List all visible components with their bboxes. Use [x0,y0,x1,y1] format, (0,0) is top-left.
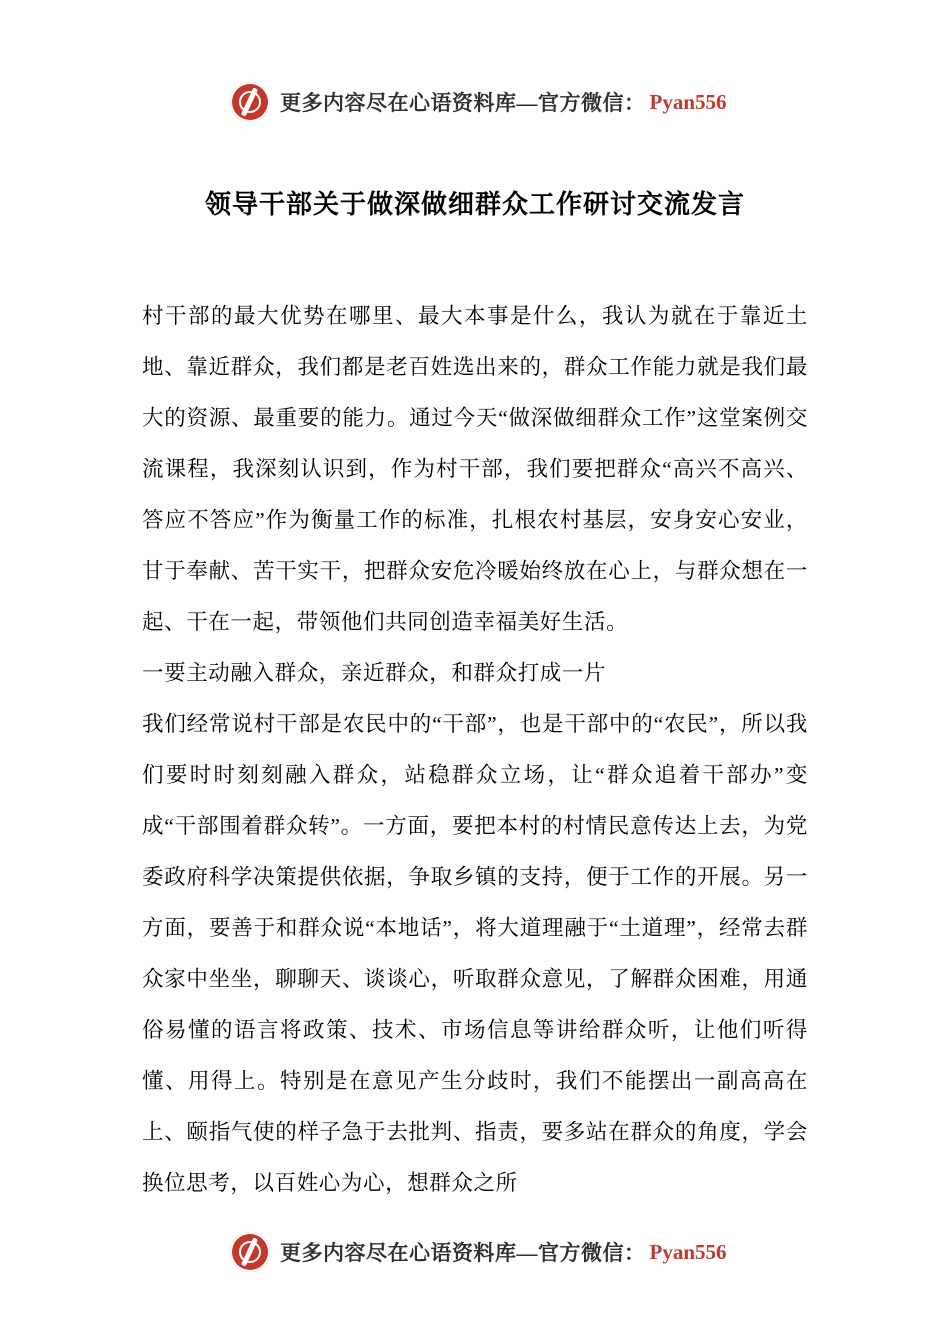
watermark-wechat-id: Pyan556 [649,1239,727,1264]
watermark-header [142,0,808,122]
watermark-footer [142,1232,808,1272]
watermark-wechat-id: Pyan556 [649,89,727,114]
watermark-text: 更多内容尽在心语资料库—官方微信： [280,91,646,115]
watermark-text: 更多内容尽在心语资料库—官方微信： [280,1241,646,1265]
circle-seal-icon [230,1232,270,1272]
page-title: 领导干部关于做深做细群众工作研讨交流发言 [204,190,745,219]
circle-seal-icon [230,82,270,122]
document-body [142,291,808,1209]
section-subheading-1: 一要主动融入群众，亲近群众，和群众打成一片 [142,661,607,685]
paragraph-2: 我们经常说村干部是农民中的“干部”，也是干部中的“农民”，所以我们要时时刻刻融入群众，站稳群众立场，让“群众追着干部办”变成“干部围着群众转”。一方面，要把本村的村情民意传达上去，为党委政府科学决策提供依据，争取乡镇的支持，便于工作的开展。另一方面，要善于和群众说“本地话”，将大道理融于“土道理”，经常去群众家中坐坐，聊聊天、谈谈心，听取群众意见，了解群众困难，用通俗易懂的语言将政策、技术、市场信息等讲给群众听，让他们听得懂、用得上。特别是在意见产生分歧时，我们不能摆出一副高高在上、颐指气使的样子急于去批判、指责，要多站在群众的角度，学会换位思考，以百姓心为心，想群众之所 [142,712,808,1195]
paragraph-1: 村干部的最大优势在哪里、最大本事是什么，我认为就在于靠近土地、靠近群众，我们都是老百姓选出来的，群众工作能力就是我们最大的资源、最重要的能力。通过今天“做深做细群众工作”这堂案例交流课程，我深刻认识到，作为村干部，我们要把群众“高兴不高兴、答应不答应”作为衡量工作的标准，扎根农村基层，安身安心安业，甘于奉献、苦干实干，把群众安危冷暖始终放在心上，与群众想在一起、干在一起，带领他们共同创造幸福美好生活。 [142,304,808,634]
